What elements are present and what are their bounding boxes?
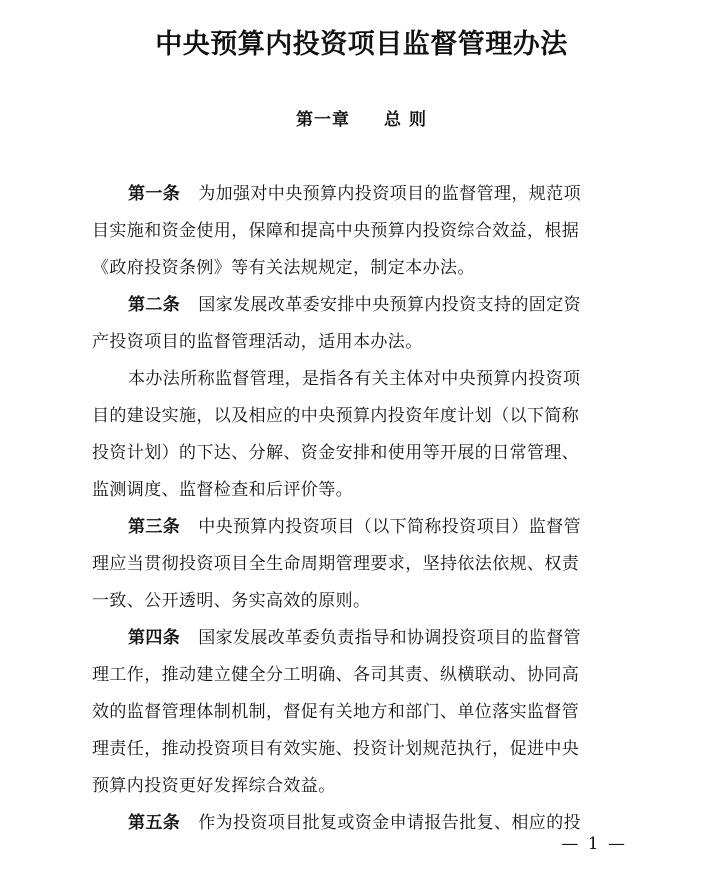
paragraph-line — [128, 512, 581, 537]
paragraph-line — [128, 179, 581, 204]
paragraph-line: 理责任，推动投资项目有效实施、投资计划规范执行，促进中央 — [92, 739, 580, 759]
line-text: 中央预算内投资项目（以下简称投资项目）监督管 — [198, 517, 582, 537]
paragraph-line: 投资计划）的下达、分解、资金安排和使用等开展的日常管理、 — [92, 443, 580, 463]
article-label: 第五条 — [128, 813, 181, 833]
article-label: 第一条 — [128, 184, 181, 204]
page-number: — 1 — — [561, 834, 627, 854]
line-text: 国家发展改革委负责指导和协调投资项目的监督管 — [198, 628, 582, 648]
article-label: 第四条 — [128, 628, 181, 648]
article-label: 第二条 — [128, 295, 181, 315]
paragraph-line: 目的建设实施，以及相应的中央预算内投资年度计划（以下简称 — [92, 406, 580, 426]
line-text: 国家发展改革委安排中央预算内投资支持的固定资 — [198, 295, 582, 315]
paragraph-line — [128, 808, 581, 833]
paragraph-line — [128, 290, 581, 315]
paragraph-line: 预算内投资更好发挥综合效益。 — [92, 776, 336, 796]
paragraph-line: 监测调度、监督检查和后评价等。 — [92, 480, 353, 500]
chapter-name: 总 则 — [384, 110, 427, 130]
paragraph-line: 理应当贯彻投资项目全生命周期管理要求，坚持依法依规、权责 — [92, 554, 580, 574]
paragraph-line: 理工作，推动建立健全分工明确、各司其责、纵横联动、协同高 — [92, 665, 580, 685]
paragraph-line: 目实施和资金使用，保障和提高中央预算内投资综合效益，根据 — [92, 221, 580, 241]
chapter-number: 第一章 — [296, 110, 351, 130]
line-text: 作为投资项目批复或资金申请报告批复、相应的投 — [198, 813, 582, 833]
paragraph-line: 本办法所称监督管理，是指各有关主体对中央预算内投资项 — [128, 369, 581, 389]
paragraph-line: 效的监督管理体制机制，督促有关地方和部门、单位落实监督管 — [92, 702, 580, 722]
chapter-heading — [0, 105, 723, 130]
line-text: 为加强对中央预算内投资项目的监督管理，规范项 — [198, 184, 582, 204]
paragraph-line: 产投资项目的监督管理活动，适用本办法。 — [92, 332, 423, 352]
paragraph-line: 一致、公开透明、务实高效的原则。 — [92, 591, 371, 611]
paragraph-line — [128, 623, 581, 648]
article-label: 第三条 — [128, 517, 181, 537]
paragraph-line: 《政府投资条例》等有关法规规定，制定本办法。 — [92, 258, 475, 278]
document-title: 中央预算内投资项目监督管理办法 — [155, 29, 568, 60]
